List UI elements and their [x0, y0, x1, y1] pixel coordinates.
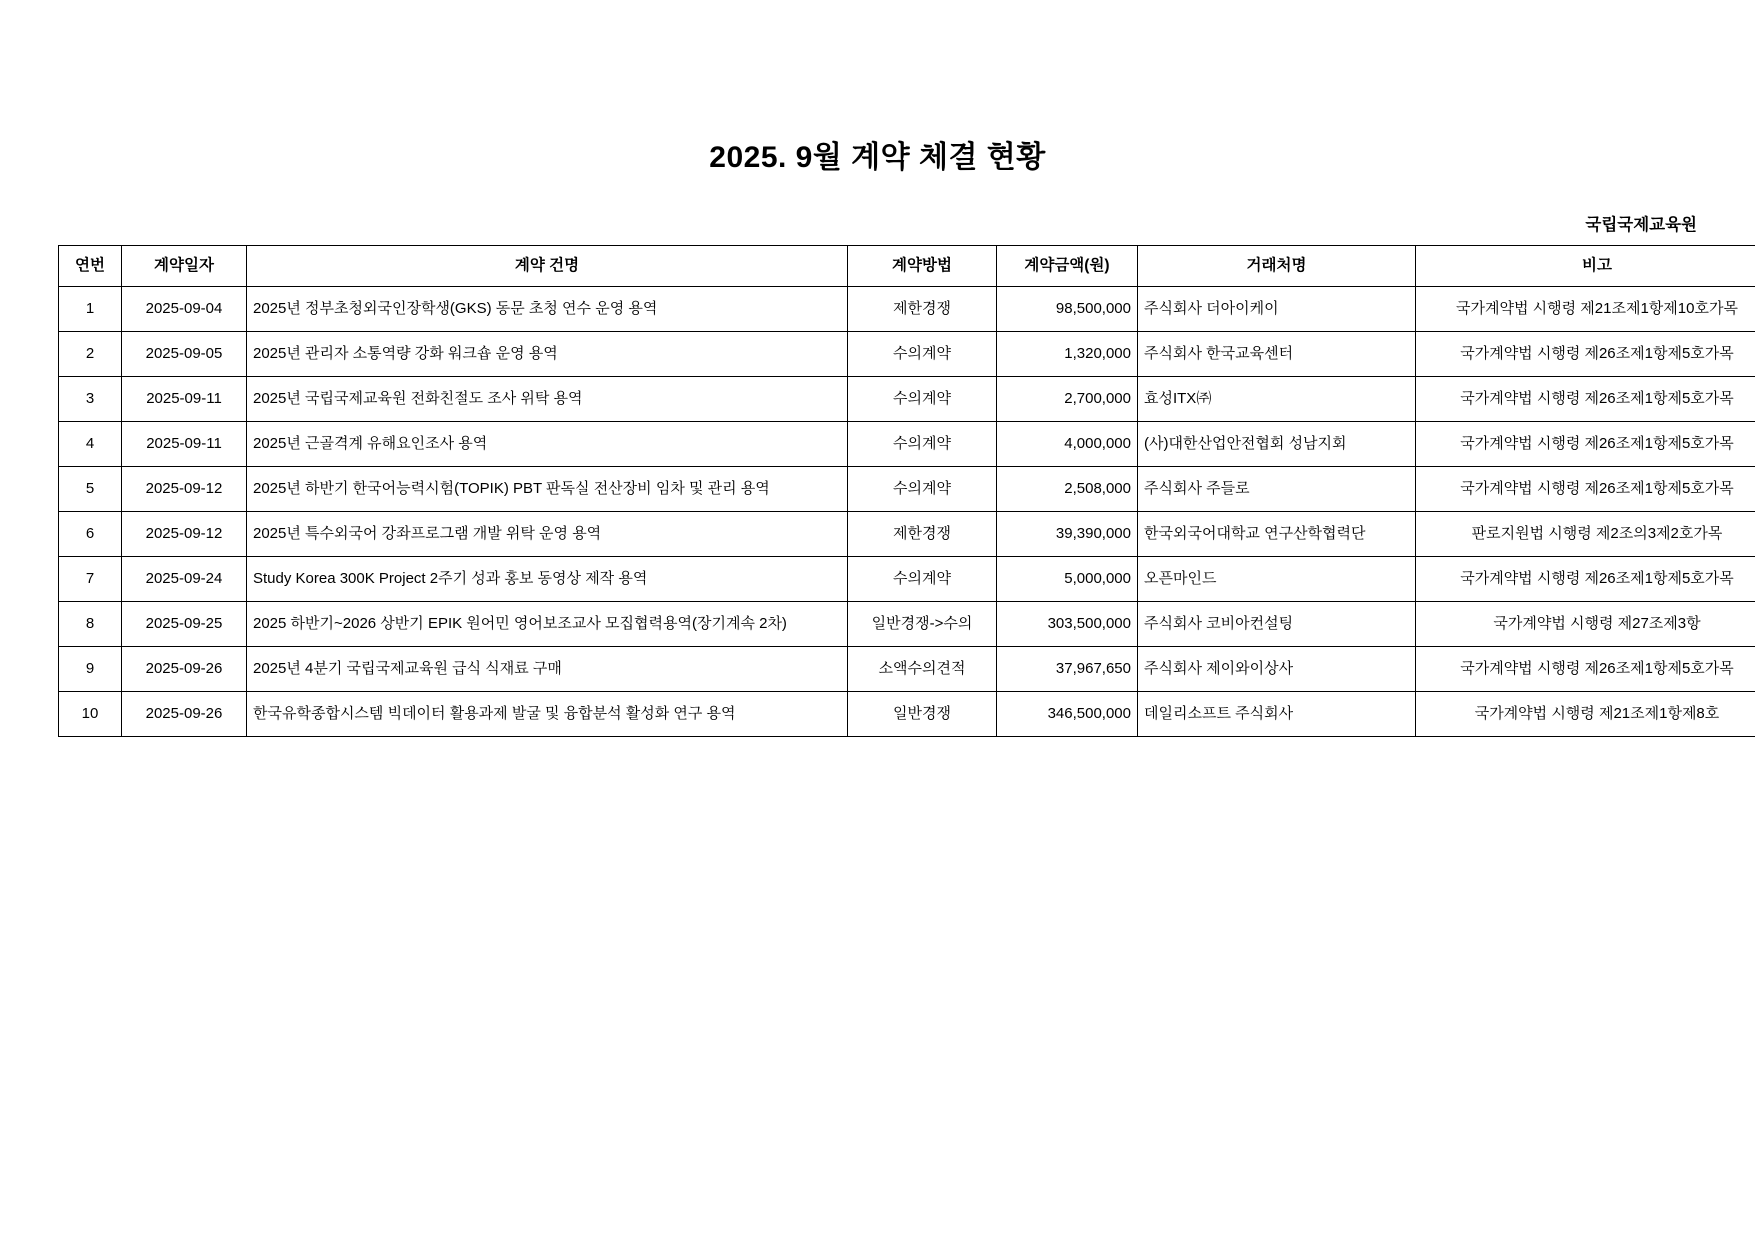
cell-no: 6 [59, 512, 122, 557]
cell-date: 2025-09-25 [122, 602, 247, 647]
cell-name: 2025년 근골격계 유해요인조사 용역 [247, 422, 848, 467]
cell-vendor: 데일리소프트 주식회사 [1138, 692, 1416, 737]
cell-date: 2025-09-24 [122, 557, 247, 602]
cell-amount: 303,500,000 [997, 602, 1138, 647]
cell-date: 2025-09-11 [122, 377, 247, 422]
cell-no: 9 [59, 647, 122, 692]
table-row [59, 377, 1755, 422]
cell-vendor: 효성ITX㈜ [1138, 377, 1416, 422]
table-row [59, 557, 1755, 602]
cell-method: 수의계약 [848, 377, 997, 422]
cell-amount: 2,700,000 [997, 377, 1138, 422]
cell-date: 2025-09-11 [122, 422, 247, 467]
cell-note: 국가계약법 시행령 제26조제1항제5호가목 [1416, 377, 1755, 422]
cell-vendor: 주식회사 한국교육센터 [1138, 332, 1416, 377]
column-header-no: 연번 [59, 246, 122, 287]
contract-table-wrapper [0, 245, 1755, 737]
column-header-name: 계약 건명 [247, 246, 848, 287]
table-row [59, 647, 1755, 692]
cell-no: 8 [59, 602, 122, 647]
cell-amount: 2,508,000 [997, 467, 1138, 512]
cell-no: 5 [59, 467, 122, 512]
cell-no: 10 [59, 692, 122, 737]
cell-date: 2025-09-12 [122, 467, 247, 512]
table-row [59, 287, 1755, 332]
column-header-note: 비고 [1416, 246, 1755, 287]
column-header-vendor: 거래처명 [1138, 246, 1416, 287]
cell-name: Study Korea 300K Project 2주기 성과 홍보 동영상 제작 용역 [247, 557, 848, 602]
table-row [59, 467, 1755, 512]
cell-name: 한국유학종합시스템 빅데이터 활용과제 발굴 및 융합분석 활성화 연구 용역 [247, 692, 848, 737]
cell-name: 2025년 관리자 소통역량 강화 워크숍 운영 용역 [247, 332, 848, 377]
cell-method: 일반경쟁->수의 [848, 602, 997, 647]
cell-note: 판로지원법 시행령 제2조의3제2호가목 [1416, 512, 1755, 557]
table-row [59, 512, 1755, 557]
cell-note: 국가계약법 시행령 제26조제1항제5호가목 [1416, 422, 1755, 467]
cell-date: 2025-09-26 [122, 647, 247, 692]
cell-method: 수의계약 [848, 332, 997, 377]
cell-vendor: (사)대한산업안전협회 성남지회 [1138, 422, 1416, 467]
cell-note: 국가계약법 시행령 제26조제1항제5호가목 [1416, 467, 1755, 512]
table-header [59, 246, 1755, 287]
cell-note: 국가계약법 시행령 제26조제1항제5호가목 [1416, 647, 1755, 692]
cell-name: 2025년 특수외국어 강좌프로그램 개발 위탁 운영 용역 [247, 512, 848, 557]
table-row [59, 602, 1755, 647]
cell-no: 1 [59, 287, 122, 332]
cell-vendor: 주식회사 제이와이상사 [1138, 647, 1416, 692]
column-header-date: 계약일자 [122, 246, 247, 287]
cell-name: 2025년 정부초청외국인장학생(GKS) 동문 초청 연수 운영 용역 [247, 287, 848, 332]
cell-note: 국가계약법 시행령 제27조제3항 [1416, 602, 1755, 647]
page-title: 2025. 9월 계약 체결 현황 [709, 141, 1046, 174]
cell-method: 소액수의견적 [848, 647, 997, 692]
cell-method: 수의계약 [848, 422, 997, 467]
table-header-row [59, 246, 1755, 287]
cell-vendor: 한국외국어대학교 연구산학협력단 [1138, 512, 1416, 557]
cell-amount: 5,000,000 [997, 557, 1138, 602]
cell-note: 국가계약법 시행령 제26조제1항제5호가목 [1416, 557, 1755, 602]
cell-method: 제한경쟁 [848, 287, 997, 332]
cell-date: 2025-09-05 [122, 332, 247, 377]
cell-note: 국가계약법 시행령 제21조제1항제8호 [1416, 692, 1755, 737]
cell-amount: 39,390,000 [997, 512, 1138, 557]
table-body [59, 287, 1755, 737]
cell-amount: 98,500,000 [997, 287, 1138, 332]
cell-date: 2025-09-04 [122, 287, 247, 332]
cell-name: 2025년 하반기 한국어능력시험(TOPIK) PBT 판독실 전산장비 임차 및 관리 용역 [247, 467, 848, 512]
cell-method: 수의계약 [848, 467, 997, 512]
cell-no: 3 [59, 377, 122, 422]
table-row [59, 692, 1755, 737]
cell-amount: 346,500,000 [997, 692, 1138, 737]
cell-vendor: 오픈마인드 [1138, 557, 1416, 602]
contract-table [58, 245, 1755, 737]
cell-no: 7 [59, 557, 122, 602]
cell-note: 국가계약법 시행령 제21조제1항제10호가목 [1416, 287, 1755, 332]
table-row [59, 422, 1755, 467]
cell-vendor: 주식회사 더아이케이 [1138, 287, 1416, 332]
cell-amount: 37,967,650 [997, 647, 1138, 692]
cell-method: 제한경쟁 [848, 512, 997, 557]
cell-note: 국가계약법 시행령 제26조제1항제5호가목 [1416, 332, 1755, 377]
cell-name: 2025년 국립국제교육원 전화친절도 조사 위탁 용역 [247, 377, 848, 422]
cell-no: 2 [59, 332, 122, 377]
cell-method: 수의계약 [848, 557, 997, 602]
cell-method: 일반경쟁 [848, 692, 997, 737]
cell-vendor: 주식회사 주들로 [1138, 467, 1416, 512]
cell-amount: 4,000,000 [997, 422, 1138, 467]
cell-name: 2025년 4분기 국립국제교육원 급식 식재료 구매 [247, 647, 848, 692]
cell-vendor: 주식회사 코비아컨설팅 [1138, 602, 1416, 647]
table-row [59, 332, 1755, 377]
column-header-method: 계약방법 [848, 246, 997, 287]
cell-amount: 1,320,000 [997, 332, 1138, 377]
cell-no: 4 [59, 422, 122, 467]
cell-date: 2025-09-26 [122, 692, 247, 737]
cell-date: 2025-09-12 [122, 512, 247, 557]
organization-label: 국립국제교육원 [1585, 216, 1697, 234]
cell-name: 2025 하반기~2026 상반기 EPIK 원어민 영어보조교사 모집협력용역(장기계속 2차) [247, 602, 848, 647]
column-header-amount: 계약금액(원) [997, 246, 1138, 287]
